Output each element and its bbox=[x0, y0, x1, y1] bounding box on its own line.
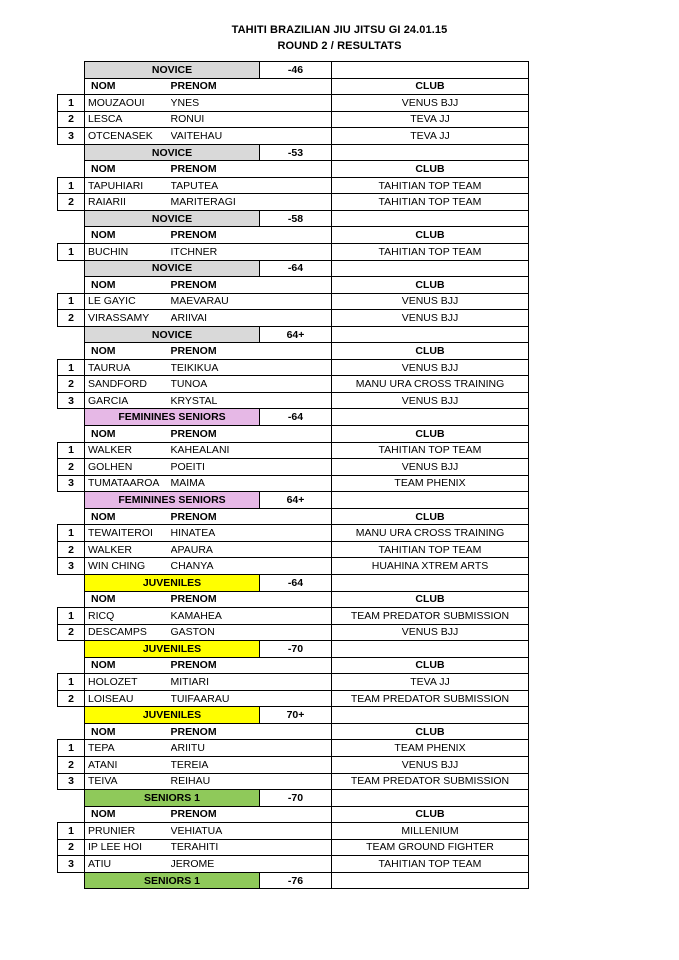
prenom-cell: MAIMA bbox=[171, 475, 332, 492]
club-cell: VENUS BJJ bbox=[332, 392, 529, 409]
category-blank bbox=[332, 144, 529, 161]
header-spacer bbox=[58, 161, 85, 178]
header-nom: NOM bbox=[85, 343, 171, 360]
nom-cell: LOISEAU bbox=[85, 690, 171, 707]
category-spacer bbox=[58, 210, 85, 227]
header-nom: NOM bbox=[85, 426, 171, 443]
weight-class: -76 bbox=[260, 872, 332, 889]
nom-cell: VIRASSAMY bbox=[85, 310, 171, 327]
nom-cell: ATANI bbox=[85, 756, 171, 773]
weight-class: 70+ bbox=[260, 707, 332, 724]
header-spacer bbox=[58, 426, 85, 443]
prenom-cell: ARIIVAI bbox=[171, 310, 332, 327]
category-spacer bbox=[58, 492, 85, 509]
rank-cell: 1 bbox=[58, 525, 85, 542]
result-row bbox=[58, 756, 529, 773]
result-row bbox=[58, 310, 529, 327]
column-header-row bbox=[58, 227, 529, 244]
result-row bbox=[58, 558, 529, 575]
nom-cell: GOLHEN bbox=[85, 459, 171, 476]
nom-cell: TEPA bbox=[85, 740, 171, 757]
header-spacer bbox=[58, 806, 85, 823]
prenom-cell: APAURA bbox=[171, 541, 332, 558]
club-cell: TEVA JJ bbox=[332, 111, 529, 128]
prenom-cell: MITIARI bbox=[171, 674, 332, 691]
category-spacer bbox=[58, 872, 85, 889]
category-row bbox=[58, 144, 529, 161]
header-prenom: PRENOM bbox=[171, 806, 332, 823]
result-row bbox=[58, 459, 529, 476]
club-cell: VENUS BJJ bbox=[332, 359, 529, 376]
category-blank bbox=[332, 492, 529, 509]
prenom-cell: CHANYA bbox=[171, 558, 332, 575]
category-spacer bbox=[58, 641, 85, 658]
category-name: FEMININES SENIORS bbox=[85, 492, 260, 509]
category-spacer bbox=[58, 707, 85, 724]
header-club: CLUB bbox=[332, 78, 529, 95]
header-prenom: PRENOM bbox=[171, 78, 332, 95]
rank-cell: 3 bbox=[58, 773, 85, 790]
rank-cell: 3 bbox=[58, 856, 85, 873]
nom-cell: WALKER bbox=[85, 541, 171, 558]
category-spacer bbox=[58, 409, 85, 426]
club-cell: TAHITIAN TOP TEAM bbox=[332, 442, 529, 459]
category-row bbox=[58, 210, 529, 227]
club-cell: HUAHINA XTREM ARTS bbox=[332, 558, 529, 575]
rank-cell: 2 bbox=[58, 690, 85, 707]
category-blank bbox=[332, 574, 529, 591]
category-name: FEMININES SENIORS bbox=[85, 409, 260, 426]
rank-cell: 2 bbox=[58, 111, 85, 128]
result-row bbox=[58, 95, 529, 112]
club-cell: TEVA JJ bbox=[332, 128, 529, 145]
header-prenom: PRENOM bbox=[171, 657, 332, 674]
category-name: JUVENILES bbox=[85, 574, 260, 591]
result-row bbox=[58, 740, 529, 757]
header-prenom: PRENOM bbox=[171, 508, 332, 525]
category-row bbox=[58, 62, 529, 79]
header-prenom: PRENOM bbox=[171, 426, 332, 443]
category-name: JUVENILES bbox=[85, 641, 260, 658]
club-cell: MILLENIUM bbox=[332, 823, 529, 840]
weight-class: -70 bbox=[260, 641, 332, 658]
club-cell: TAHITIAN TOP TEAM bbox=[332, 541, 529, 558]
category-spacer bbox=[58, 260, 85, 277]
nom-cell: TAURUA bbox=[85, 359, 171, 376]
category-row bbox=[58, 409, 529, 426]
column-header-row bbox=[58, 591, 529, 608]
header-spacer bbox=[58, 227, 85, 244]
nom-cell: GARCIA bbox=[85, 392, 171, 409]
category-blank bbox=[332, 326, 529, 343]
result-row bbox=[58, 111, 529, 128]
header-prenom: PRENOM bbox=[171, 343, 332, 360]
header-club: CLUB bbox=[332, 426, 529, 443]
result-row bbox=[58, 839, 529, 856]
rank-cell: 1 bbox=[58, 608, 85, 625]
category-name: NOVICE bbox=[85, 210, 260, 227]
rank-cell: 2 bbox=[58, 194, 85, 211]
prenom-cell: GASTON bbox=[171, 624, 332, 641]
category-blank bbox=[332, 641, 529, 658]
category-row bbox=[58, 707, 529, 724]
column-header-row bbox=[58, 723, 529, 740]
header-spacer bbox=[58, 277, 85, 294]
header-club: CLUB bbox=[332, 657, 529, 674]
club-cell: TEAM PHENIX bbox=[332, 740, 529, 757]
category-name: NOVICE bbox=[85, 326, 260, 343]
rank-cell: 1 bbox=[58, 177, 85, 194]
category-spacer bbox=[58, 144, 85, 161]
header-prenom: PRENOM bbox=[171, 277, 332, 294]
rank-cell: 2 bbox=[58, 839, 85, 856]
header-nom: NOM bbox=[85, 161, 171, 178]
rank-cell: 1 bbox=[58, 359, 85, 376]
header-club: CLUB bbox=[332, 277, 529, 294]
club-cell: TEAM GROUND FIGHTER bbox=[332, 839, 529, 856]
result-row bbox=[58, 856, 529, 873]
header-club: CLUB bbox=[332, 723, 529, 740]
club-cell: TAHITIAN TOP TEAM bbox=[332, 177, 529, 194]
weight-class: -70 bbox=[260, 790, 332, 807]
column-header-row bbox=[58, 806, 529, 823]
prenom-cell: TUIFAARAU bbox=[171, 690, 332, 707]
category-row bbox=[58, 574, 529, 591]
weight-class: -64 bbox=[260, 574, 332, 591]
rank-cell: 3 bbox=[58, 558, 85, 575]
nom-cell: TAPUHIARI bbox=[85, 177, 171, 194]
rank-cell: 1 bbox=[58, 740, 85, 757]
rank-cell: 1 bbox=[58, 95, 85, 112]
club-cell: MANU URA CROSS TRAINING bbox=[332, 376, 529, 393]
prenom-cell: REIHAU bbox=[171, 773, 332, 790]
nom-cell: TEWAITEROI bbox=[85, 525, 171, 542]
prenom-cell: ITCHNER bbox=[171, 244, 332, 261]
header-club: CLUB bbox=[332, 591, 529, 608]
weight-class: -58 bbox=[260, 210, 332, 227]
header-prenom: PRENOM bbox=[171, 227, 332, 244]
prenom-cell: TUNOA bbox=[171, 376, 332, 393]
header-nom: NOM bbox=[85, 277, 171, 294]
club-cell: TEVA JJ bbox=[332, 674, 529, 691]
nom-cell: TUMATAAROA bbox=[85, 475, 171, 492]
category-blank bbox=[332, 707, 529, 724]
club-cell: TEAM PREDATOR SUBMISSION bbox=[332, 690, 529, 707]
category-name: NOVICE bbox=[85, 62, 260, 79]
rank-cell: 1 bbox=[58, 674, 85, 691]
nom-cell: ATIU bbox=[85, 856, 171, 873]
rank-cell: 2 bbox=[58, 624, 85, 641]
prenom-cell: MARITERAGI bbox=[171, 194, 332, 211]
nom-cell: IP LEE HOI bbox=[85, 839, 171, 856]
nom-cell: DESCAMPS bbox=[85, 624, 171, 641]
weight-class: 64+ bbox=[260, 492, 332, 509]
category-name: NOVICE bbox=[85, 260, 260, 277]
header-prenom: PRENOM bbox=[171, 591, 332, 608]
document-title: TAHITI BRAZILIAN JIU JITSU GI 24.01.15 bbox=[231, 24, 448, 36]
nom-cell: WALKER bbox=[85, 442, 171, 459]
rank-cell: 1 bbox=[58, 442, 85, 459]
rank-cell: 1 bbox=[58, 293, 85, 310]
header-prenom: PRENOM bbox=[171, 161, 332, 178]
prenom-cell: RONUI bbox=[171, 111, 332, 128]
club-cell: MANU URA CROSS TRAINING bbox=[332, 525, 529, 542]
result-row bbox=[58, 624, 529, 641]
category-name: NOVICE bbox=[85, 144, 260, 161]
nom-cell: PRUNIER bbox=[85, 823, 171, 840]
prenom-cell: JEROME bbox=[171, 856, 332, 873]
rank-cell: 3 bbox=[58, 392, 85, 409]
header-club: CLUB bbox=[332, 806, 529, 823]
header-club: CLUB bbox=[332, 343, 529, 360]
nom-cell: OTCENASEK bbox=[85, 128, 171, 145]
category-row bbox=[58, 260, 529, 277]
result-row bbox=[58, 177, 529, 194]
result-row bbox=[58, 194, 529, 211]
result-row bbox=[58, 608, 529, 625]
prenom-cell: ARIITU bbox=[171, 740, 332, 757]
column-header-row bbox=[58, 508, 529, 525]
document-subtitle: ROUND 2 / RESULTATS bbox=[277, 40, 402, 52]
prenom-cell: MAEVARAU bbox=[171, 293, 332, 310]
result-row bbox=[58, 823, 529, 840]
prenom-cell: VAITEHAU bbox=[171, 128, 332, 145]
header-spacer bbox=[58, 723, 85, 740]
club-cell: VENUS BJJ bbox=[332, 624, 529, 641]
category-name: SENIORS 1 bbox=[85, 872, 260, 889]
result-row bbox=[58, 773, 529, 790]
header-club: CLUB bbox=[332, 508, 529, 525]
result-row bbox=[58, 674, 529, 691]
club-cell: TEAM PHENIX bbox=[332, 475, 529, 492]
club-cell: TAHITIAN TOP TEAM bbox=[332, 856, 529, 873]
result-row bbox=[58, 392, 529, 409]
prenom-cell: YNES bbox=[171, 95, 332, 112]
column-header-row bbox=[58, 78, 529, 95]
result-row bbox=[58, 128, 529, 145]
prenom-cell: TERAHITI bbox=[171, 839, 332, 856]
category-blank bbox=[332, 409, 529, 426]
result-row bbox=[58, 376, 529, 393]
prenom-cell: TAPUTEA bbox=[171, 177, 332, 194]
nom-cell: MOUZAOUI bbox=[85, 95, 171, 112]
category-spacer bbox=[58, 326, 85, 343]
category-blank bbox=[332, 872, 529, 889]
prenom-cell: KAHEALANI bbox=[171, 442, 332, 459]
category-spacer bbox=[58, 574, 85, 591]
category-blank bbox=[332, 790, 529, 807]
header-spacer bbox=[58, 78, 85, 95]
category-row bbox=[58, 492, 529, 509]
result-row bbox=[58, 541, 529, 558]
header-spacer bbox=[58, 657, 85, 674]
category-blank bbox=[332, 260, 529, 277]
result-row bbox=[58, 690, 529, 707]
nom-cell: HOLOZET bbox=[85, 674, 171, 691]
club-cell: VENUS BJJ bbox=[332, 95, 529, 112]
rank-cell: 2 bbox=[58, 756, 85, 773]
header-nom: NOM bbox=[85, 657, 171, 674]
club-cell: VENUS BJJ bbox=[332, 310, 529, 327]
club-cell: VENUS BJJ bbox=[332, 293, 529, 310]
nom-cell: TEIVA bbox=[85, 773, 171, 790]
weight-class: -64 bbox=[260, 409, 332, 426]
category-row bbox=[58, 790, 529, 807]
result-row bbox=[58, 525, 529, 542]
rank-cell: 2 bbox=[58, 459, 85, 476]
rank-cell: 2 bbox=[58, 310, 85, 327]
header-nom: NOM bbox=[85, 508, 171, 525]
result-row bbox=[58, 475, 529, 492]
column-header-row bbox=[58, 657, 529, 674]
rank-cell: 2 bbox=[58, 376, 85, 393]
nom-cell: WIN CHING bbox=[85, 558, 171, 575]
nom-cell: BUCHIN bbox=[85, 244, 171, 261]
category-row bbox=[58, 641, 529, 658]
club-cell: VENUS BJJ bbox=[332, 459, 529, 476]
category-spacer bbox=[58, 62, 85, 79]
rank-cell: 2 bbox=[58, 541, 85, 558]
header-spacer bbox=[58, 591, 85, 608]
prenom-cell: HINATEA bbox=[171, 525, 332, 542]
header-nom: NOM bbox=[85, 591, 171, 608]
rank-cell: 1 bbox=[58, 244, 85, 261]
nom-cell: RICQ bbox=[85, 608, 171, 625]
header-spacer bbox=[58, 343, 85, 360]
prenom-cell: TEREIA bbox=[171, 756, 332, 773]
prenom-cell: VEHIATUA bbox=[171, 823, 332, 840]
category-row bbox=[58, 326, 529, 343]
result-row bbox=[58, 244, 529, 261]
club-cell: VENUS BJJ bbox=[332, 756, 529, 773]
rank-cell: 1 bbox=[58, 823, 85, 840]
header-club: CLUB bbox=[332, 227, 529, 244]
weight-class: -53 bbox=[260, 144, 332, 161]
club-cell: TAHITIAN TOP TEAM bbox=[332, 194, 529, 211]
header-nom: NOM bbox=[85, 227, 171, 244]
result-row bbox=[58, 293, 529, 310]
club-cell: TAHITIAN TOP TEAM bbox=[332, 244, 529, 261]
category-row bbox=[58, 872, 529, 889]
result-row bbox=[58, 359, 529, 376]
nom-cell: RAIARII bbox=[85, 194, 171, 211]
weight-class: -46 bbox=[260, 62, 332, 79]
header-prenom: PRENOM bbox=[171, 723, 332, 740]
prenom-cell: KRYSTAL bbox=[171, 392, 332, 409]
weight-class: -64 bbox=[260, 260, 332, 277]
header-spacer bbox=[58, 508, 85, 525]
category-name: SENIORS 1 bbox=[85, 790, 260, 807]
column-header-row bbox=[58, 426, 529, 443]
column-header-row bbox=[58, 161, 529, 178]
rank-cell: 3 bbox=[58, 475, 85, 492]
category-blank bbox=[332, 210, 529, 227]
prenom-cell: TEIKIKUA bbox=[171, 359, 332, 376]
column-header-row bbox=[58, 343, 529, 360]
prenom-cell: KAMAHEA bbox=[171, 608, 332, 625]
nom-cell: LESCA bbox=[85, 111, 171, 128]
category-name: JUVENILES bbox=[85, 707, 260, 724]
nom-cell: LE GAYIC bbox=[85, 293, 171, 310]
results-table bbox=[57, 61, 529, 889]
header-nom: NOM bbox=[85, 78, 171, 95]
header-club: CLUB bbox=[332, 161, 529, 178]
prenom-cell: POEITI bbox=[171, 459, 332, 476]
header-nom: NOM bbox=[85, 723, 171, 740]
club-cell: TEAM PREDATOR SUBMISSION bbox=[332, 608, 529, 625]
nom-cell: SANDFORD bbox=[85, 376, 171, 393]
result-row bbox=[58, 442, 529, 459]
rank-cell: 3 bbox=[58, 128, 85, 145]
header-nom: NOM bbox=[85, 806, 171, 823]
club-cell: TEAM PREDATOR SUBMISSION bbox=[332, 773, 529, 790]
category-spacer bbox=[58, 790, 85, 807]
column-header-row bbox=[58, 277, 529, 294]
category-blank bbox=[332, 62, 529, 79]
weight-class: 64+ bbox=[260, 326, 332, 343]
